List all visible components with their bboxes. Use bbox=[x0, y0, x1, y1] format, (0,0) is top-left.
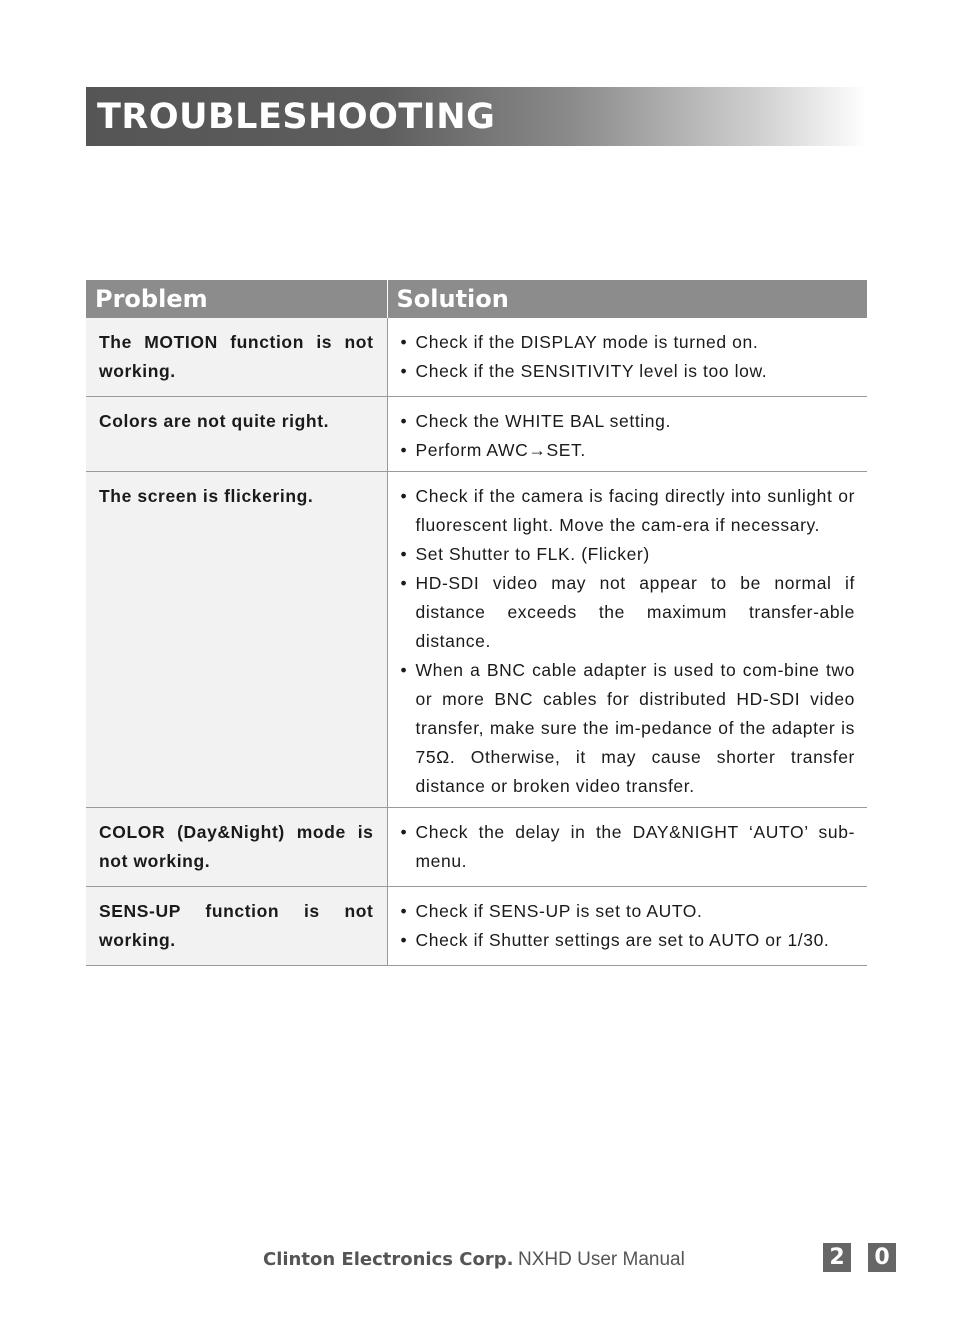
solution-item bbox=[401, 357, 856, 386]
bullet-icon: • bbox=[400, 411, 408, 431]
troubleshooting-table bbox=[86, 280, 867, 966]
solution-text: Perform AWC→SET. bbox=[415, 440, 586, 460]
solution-text: Check if Shutter settings are set to AUTO or 1/30. bbox=[415, 930, 830, 950]
solution-text: Check if the camera is facing directly into sunlight or fluorescent light. Move the cam-era if necessary. bbox=[415, 486, 855, 535]
column-header-solution: Solution bbox=[387, 280, 867, 318]
bullet-icon: • bbox=[400, 660, 408, 680]
solution-item bbox=[401, 436, 856, 465]
solution-text: Check the delay in the DAY&NIGHT ‘AUTO’ sub-menu. bbox=[415, 822, 855, 871]
page-number-digit: 2 bbox=[823, 1243, 851, 1272]
solution-cell bbox=[387, 472, 867, 808]
bullet-icon: • bbox=[400, 901, 408, 921]
bullet-icon: • bbox=[400, 573, 408, 593]
table-row bbox=[86, 397, 867, 472]
bullet-icon: • bbox=[400, 332, 408, 352]
bullet-icon: • bbox=[400, 486, 408, 506]
solution-item bbox=[401, 926, 856, 955]
solution-item bbox=[401, 818, 856, 876]
title-banner bbox=[86, 87, 867, 146]
page-number-digit: 0 bbox=[868, 1243, 896, 1272]
table-row bbox=[86, 808, 867, 887]
problem-cell: COLOR (Day&Night) mode is not working. bbox=[86, 808, 387, 887]
footer-company: Clinton Electronics Corp. bbox=[263, 1249, 514, 1270]
column-header-problem: Problem bbox=[86, 280, 387, 318]
solution-text: HD-SDI video may not appear to be normal if distance exceeds the maximum transfer-able distance. bbox=[415, 573, 855, 651]
solution-item bbox=[401, 482, 856, 540]
bullet-icon: • bbox=[400, 361, 408, 381]
solution-item bbox=[401, 897, 856, 926]
table-row bbox=[86, 472, 867, 808]
problem-cell: SENS-UP function is not working. bbox=[86, 887, 387, 966]
bullet-icon: • bbox=[400, 930, 408, 950]
solution-cell bbox=[387, 887, 867, 966]
solution-text: Check if the SENSITIVITY level is too low. bbox=[415, 361, 768, 381]
page-title: TROUBLESHOOTING bbox=[97, 97, 496, 137]
bullet-icon: • bbox=[400, 822, 408, 842]
problem-cell: The screen is flickering. bbox=[86, 472, 387, 808]
footer-manual-title: NXHD User Manual bbox=[518, 1249, 685, 1270]
solution-item bbox=[401, 569, 856, 656]
solution-item bbox=[401, 540, 856, 569]
solution-cell bbox=[387, 318, 867, 397]
solution-text: Set Shutter to FLK. (Flicker) bbox=[415, 544, 650, 564]
solution-item bbox=[401, 656, 856, 801]
bullet-icon: • bbox=[400, 544, 408, 564]
table-header-row bbox=[86, 280, 867, 318]
solution-text: Check if SENS-UP is set to AUTO. bbox=[415, 901, 703, 921]
table-row bbox=[86, 887, 867, 966]
solution-cell bbox=[387, 397, 867, 472]
solution-item bbox=[401, 407, 856, 436]
solution-item bbox=[401, 328, 856, 357]
table-row bbox=[86, 318, 867, 397]
solution-text: Check the WHITE BAL setting. bbox=[415, 411, 671, 431]
problem-cell: Colors are not quite right. bbox=[86, 397, 387, 472]
solution-cell bbox=[387, 808, 867, 887]
bullet-icon: • bbox=[400, 440, 408, 460]
solution-text: Check if the DISPLAY mode is turned on. bbox=[415, 332, 759, 352]
problem-cell: The MOTION function is not working. bbox=[86, 318, 387, 397]
solution-text: When a BNC cable adapter is used to com-bine two or more BNC cables for distributed HD-SDI video transfer, make sure the im-pedance of the adapter is 75Ω. Otherwise, it may cause shorter transfer distance or broken video transfer. bbox=[415, 660, 855, 796]
